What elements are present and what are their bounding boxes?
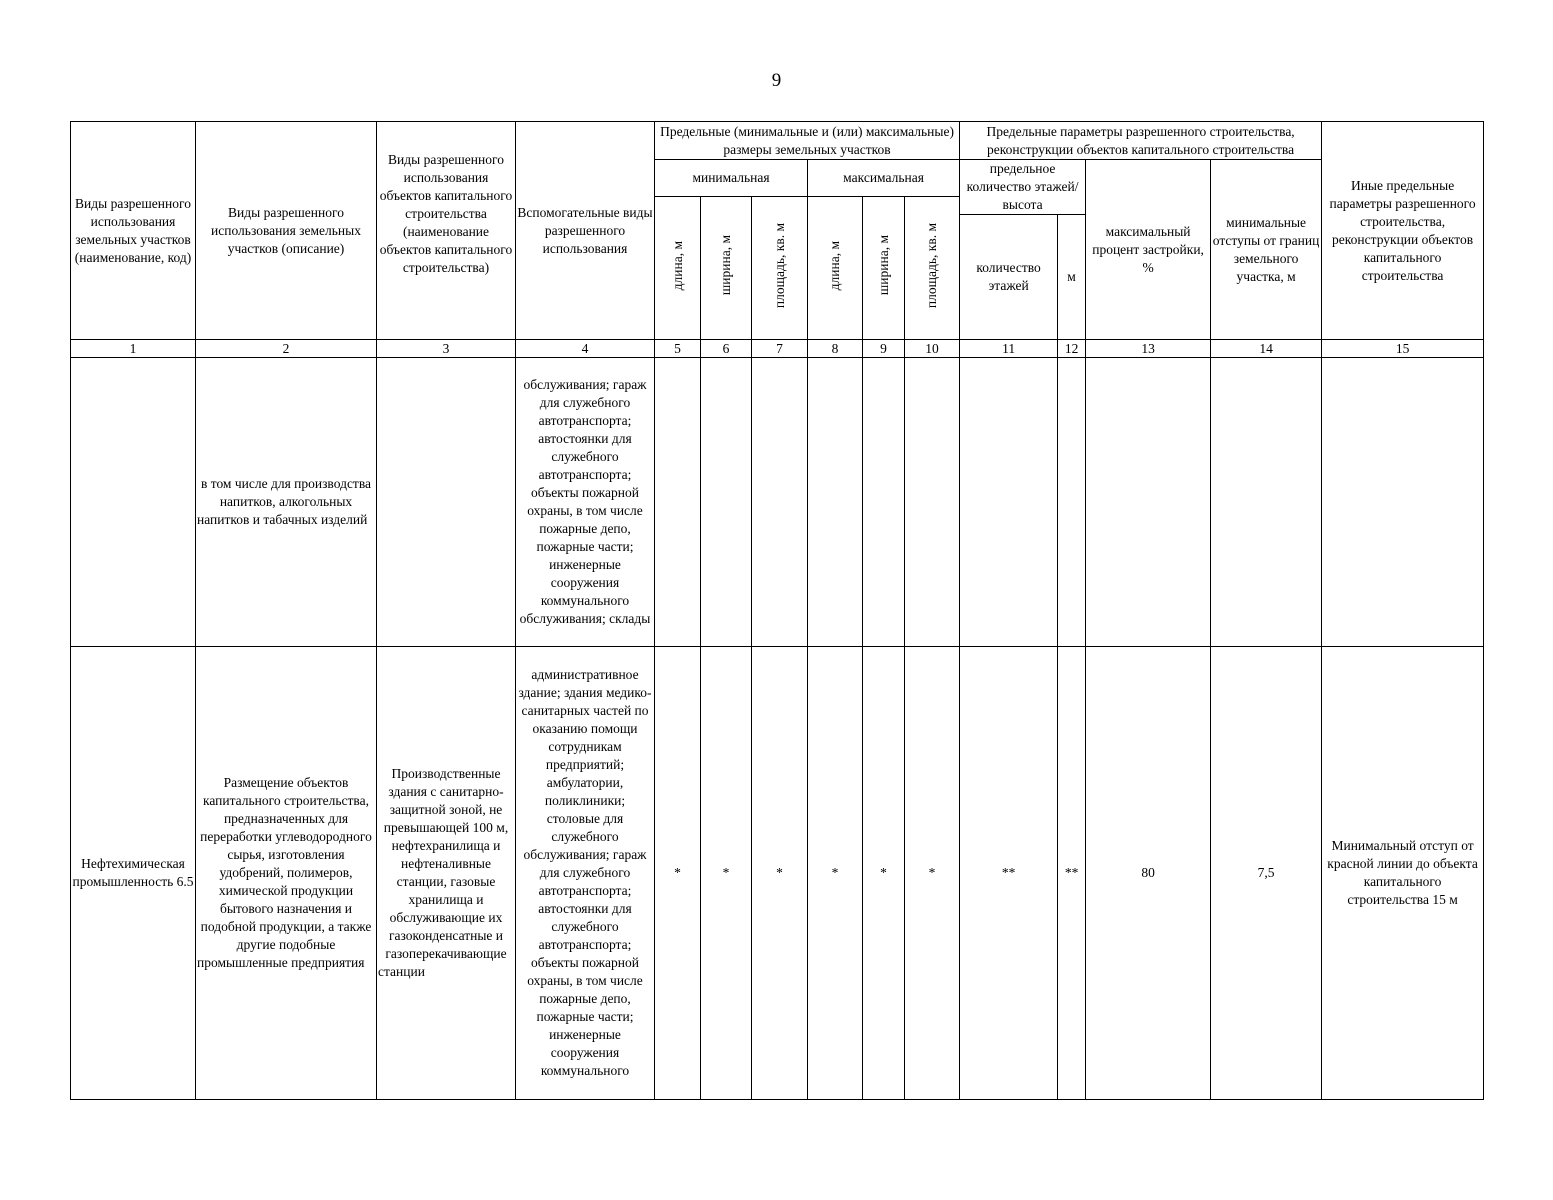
column-number-row <box>71 340 1484 358</box>
header-height-meters: м <box>1058 215 1086 340</box>
row1-min-area <box>752 358 808 647</box>
row1-max-area <box>905 358 960 647</box>
header-other-params: Иные предельные параметры разрешенного строительства, реконструкции объектов капитального строительства <box>1322 122 1484 340</box>
header-min-setback: минимальные отступы от границ земельного участка, м <box>1211 160 1322 340</box>
header-max-length-label: длина, м <box>827 240 842 291</box>
header-land-use-description: Виды разрешенного использования земельных участков (описание) <box>196 122 377 340</box>
col-num-2: 2 <box>196 340 377 358</box>
row2-max-percent: 80 <box>1086 647 1211 1100</box>
header-max-area <box>905 197 960 340</box>
row2-floors: ** <box>960 647 1058 1100</box>
col-num-11: 11 <box>960 340 1058 358</box>
land-use-table <box>70 121 1484 1100</box>
row1-description: в том числе для производства напитков, алкогольных напитков и табачных изделий <box>196 358 377 647</box>
row1-capital-objects <box>377 358 516 647</box>
header-max-area-label: площадь, кв. м <box>924 222 940 309</box>
row1-other-params <box>1322 358 1484 647</box>
row2-max-width: * <box>863 647 905 1100</box>
col-num-13: 13 <box>1086 340 1211 358</box>
header-min-length-label: длина, м <box>669 240 685 291</box>
row1-min-setback <box>1211 358 1322 647</box>
row2-description: Размещение объектов капитального строительства, предназначенных для переработки углеводородного сырья, изготовления удобрений, полимеров, химической продукции бытового назначения и подобной продукции, а также другие подобные промышленные предприятия <box>196 647 377 1100</box>
header-floors: количество этажей <box>960 215 1058 340</box>
col-num-5: 5 <box>655 340 701 358</box>
page-number: 9 <box>771 70 782 91</box>
row2-max-area: * <box>905 647 960 1100</box>
table-row <box>71 358 1484 647</box>
table-row <box>71 647 1484 1100</box>
header-plot-size-limits: Предельные (минимальные и (или) максимальные) размеры земельных участков <box>655 122 960 160</box>
row2-capital-objects: Производственные здания с санитарно-защитной зоной, не превышающей 100 м, нефтехранилища и нефтеналивные станции, газовые хранилища и обслуживающие их газоконденсатные и газоперекачивающие станции <box>377 647 516 1100</box>
header-max-width-label: ширина, м <box>875 235 891 296</box>
row1-min-length <box>655 358 701 647</box>
row1-max-width <box>863 358 905 647</box>
row2-other-params: Минимальный отступ от красной линии до объекта капитального строительства 15 м <box>1322 647 1484 1100</box>
header-capital-objects: Виды разрешенного использования объектов капитального строительства (наименование объектов капитального строительства) <box>377 122 516 340</box>
header-max-width <box>863 197 905 340</box>
header-min-area <box>752 197 808 340</box>
row1-height <box>1058 358 1086 647</box>
col-num-1: 1 <box>71 340 196 358</box>
row2-max-length: * <box>808 647 863 1100</box>
row2-auxiliary-uses: административное здание; здания медико-санитарных частей по оказанию помощи сотрудникам предприятий; амбулатории, поликлиники; столовые для служебного обслуживания; гараж для служебного автотранспорта; автостоянки для служебного автотранспорта; объекты пожарной охраны, в том числе пожарные депо, пожарные части; инженерные сооружения коммунального <box>516 647 655 1100</box>
row1-floors <box>960 358 1058 647</box>
col-num-7: 7 <box>752 340 808 358</box>
header-construction-params: Предельные параметры разрешенного строительства, реконструкции объектов капитального строительства <box>960 122 1322 160</box>
col-num-3: 3 <box>377 340 516 358</box>
header-max-length <box>808 197 863 340</box>
header-min-width-label: ширина, м <box>718 235 733 296</box>
col-num-8: 8 <box>808 340 863 358</box>
header-maximum: максимальная <box>808 160 960 197</box>
col-num-14: 14 <box>1211 340 1322 358</box>
row2-land-use-name: Нефтехимическая промышленность 6.5 <box>71 647 196 1100</box>
row1-max-percent <box>1086 358 1211 647</box>
row2-min-area: * <box>752 647 808 1100</box>
header-min-width <box>701 197 752 340</box>
header-minimum: минимальная <box>655 160 808 197</box>
header-max-percent: максимальный процент застройки, % <box>1086 160 1211 340</box>
row1-max-length <box>808 358 863 647</box>
col-num-4: 4 <box>516 340 655 358</box>
row2-min-width: * <box>701 647 752 1100</box>
row2-min-length: * <box>655 647 701 1100</box>
row1-auxiliary-uses: обслуживания; гараж для служебного автотранспорта; автостоянки для служебного автотранспорта; объекты пожарной охраны, в том числе пожарные депо, пожарные части; инженерные сооружения коммунального обслуживания; склады <box>516 358 655 647</box>
row2-min-setback: 7,5 <box>1211 647 1322 1100</box>
col-num-12: 12 <box>1058 340 1086 358</box>
header-row-1 <box>71 122 1484 160</box>
header-auxiliary-uses: Вспомогательные виды разрешенного использования <box>516 122 655 340</box>
header-min-area-label: площадь, кв. м <box>771 222 787 309</box>
row1-min-width <box>701 358 752 647</box>
col-num-10: 10 <box>905 340 960 358</box>
header-land-use-name: Виды разрешенного использования земельных участков (наименование, код) <box>71 122 196 340</box>
header-floors-height: предельное количество этажей/высота <box>960 160 1086 215</box>
col-num-6: 6 <box>701 340 752 358</box>
row1-land-use-name <box>71 358 196 647</box>
col-num-9: 9 <box>863 340 905 358</box>
row2-height: ** <box>1058 647 1086 1100</box>
col-num-15: 15 <box>1322 340 1484 358</box>
header-min-length <box>655 197 701 340</box>
